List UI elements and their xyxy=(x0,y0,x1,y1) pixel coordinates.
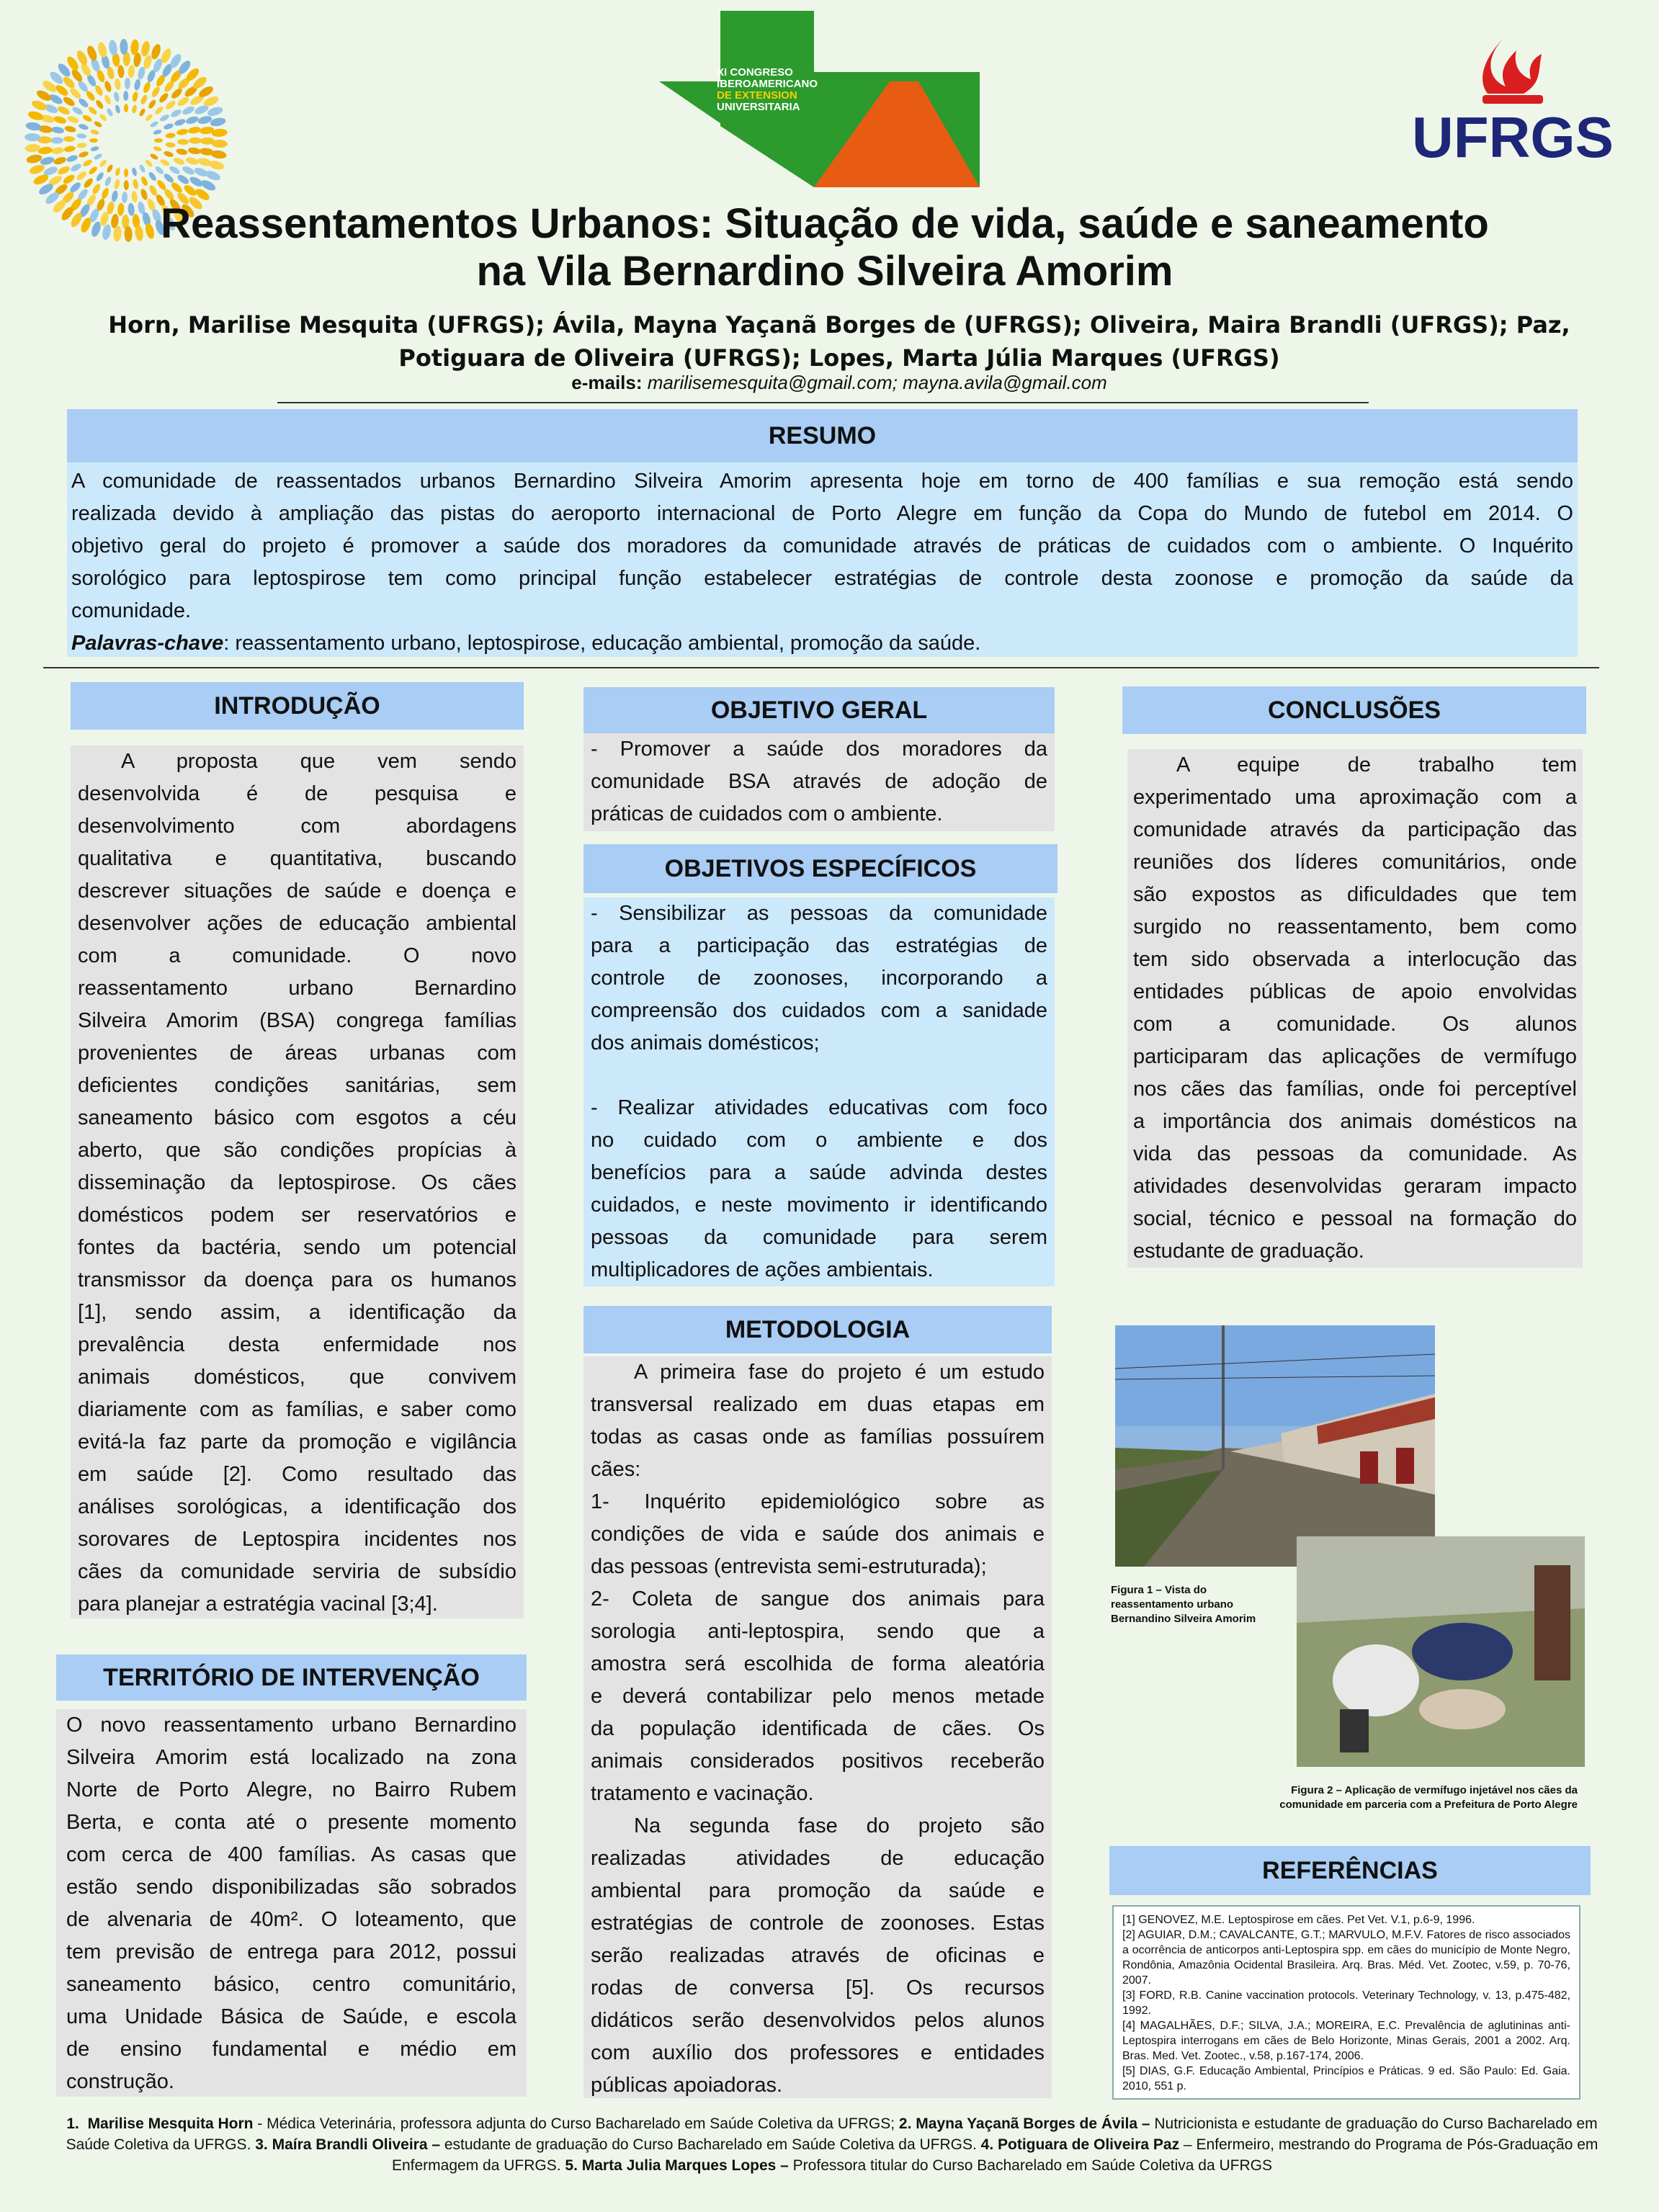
resumo-divider xyxy=(43,667,1599,668)
territorio-line: tem previsão de entrega para 2012, possui xyxy=(66,1940,517,1964)
conclusoes-line: com a comunidade. Os alunos xyxy=(1133,1013,1577,1036)
footer-name5: 5. Marta Julia Marques Lopes – xyxy=(565,2157,789,2174)
footer-name3: 3. Maíra Brandli Oliveira – xyxy=(255,2136,441,2153)
territorio-line: Silveira Amorim está localizado na zona xyxy=(66,1746,517,1769)
introducao-line: desenvolvida é de pesquisa e xyxy=(78,782,517,805)
sun-figure xyxy=(115,167,121,176)
ufrgs-logo xyxy=(1398,29,1628,166)
introducao-line: aberto, que são condições propícias à xyxy=(78,1139,517,1162)
figura1-caption-line3: Bernandino Silveira Amorim xyxy=(1111,1613,1256,1625)
metodologia-line: transversal realizado em duas etapas em xyxy=(591,1393,1045,1416)
sun-figure xyxy=(150,43,162,61)
sun-figure xyxy=(82,177,94,189)
sun-figure xyxy=(187,147,201,156)
sun-figure xyxy=(142,81,151,94)
resumo-line: A comunidade de reassentados urbanos Bernardino Silveira Amorim apresenta hoje em torno de 400 famílias e sua remoção está sendo xyxy=(71,470,1573,493)
sun-figure xyxy=(165,133,176,138)
metodologia-line: serão realizadas através de oficinas e xyxy=(591,1944,1045,1967)
introducao-body xyxy=(71,745,524,1618)
emails-value: marilisemesquita@gmail.com; mayna.avila@gmail.com xyxy=(647,372,1107,393)
congress-logo-line3: DE EXTENSION xyxy=(717,89,797,102)
footer-notes xyxy=(43,2113,1621,2176)
conclusoes-line: são expostos as dificuldades que tem xyxy=(1133,883,1577,906)
introducao-line: para planejar a estratégia vacinal [3;4]. xyxy=(78,1593,438,1616)
sun-figure xyxy=(104,80,113,93)
referencias-heading: REFERÊNCIAS xyxy=(1109,1846,1591,1895)
sun-figure xyxy=(53,156,67,166)
conclusoes-line: surgido no reassentamento, bem como xyxy=(1133,915,1577,939)
sun-figure xyxy=(99,158,108,168)
introducao-line: diariamente com as famílias, e saber como xyxy=(78,1398,517,1421)
sun-figure xyxy=(103,94,112,106)
sun-figure xyxy=(51,146,65,155)
objetivos-especificos-line: para a participação das estratégias de xyxy=(591,934,1047,957)
sun-figure xyxy=(170,181,184,194)
sun-figure xyxy=(140,94,148,105)
conclusoes-line: reuniões dos líderes comunitários, onde xyxy=(1133,851,1577,874)
introducao-line: com a comunidade. O novo xyxy=(78,944,517,967)
ufrgs-logo-text: UFRGS xyxy=(1412,105,1614,166)
sun-figure xyxy=(51,126,65,135)
sun-figure xyxy=(177,139,189,145)
sun-figure xyxy=(124,104,128,112)
sun-figure xyxy=(78,151,89,158)
metodologia-line: da população identificada de cães. Os xyxy=(591,1717,1045,1740)
sun-figure xyxy=(163,122,174,130)
sun-figure xyxy=(132,179,139,189)
flame-icon xyxy=(1483,36,1542,94)
territorio-line: com cerca de 400 famílias. As casas que xyxy=(66,1843,517,1866)
sun-figure xyxy=(100,187,109,200)
conclusoes-line: social, técnico e pessoal na formação do xyxy=(1133,1207,1577,1230)
objetivos-especificos-line: - Sensibilizar as pessoas da comunidade xyxy=(591,902,1047,925)
authors-line-2: Potiguara de Oliveira (UFRGS); Lopes, Marta Júlia Marques (UFRGS) xyxy=(398,344,1280,372)
objetivos-especificos-line: cuidados, e neste movimento ir identificando xyxy=(591,1194,1047,1217)
metodologia-line: rodas de conversa [5]. Os recursos xyxy=(591,1976,1045,2000)
objetivo-geral-line: comunidade BSA através de adoção de xyxy=(591,770,1047,793)
sun-figure xyxy=(30,99,48,112)
footer-name4: 4. Potiguara de Oliveira Paz xyxy=(980,2136,1180,2153)
authors-line-1: Horn, Marilise Mesquita (UFRGS); Ávila, Mayna Yaçanã Borges de (UFRGS); Oliveira, Maira Brandli (UFRGS); Paz, xyxy=(108,311,1570,339)
territorio-line: estão sendo disponibilizadas são sobrados xyxy=(66,1876,517,1899)
sun-figure xyxy=(189,138,202,144)
sun-figure xyxy=(99,113,108,122)
sun-figure xyxy=(104,176,112,187)
objetivos-especificos-line: benefícios para a saúde advinda destes xyxy=(591,1161,1047,1184)
sun-figure xyxy=(76,143,87,148)
resumo-line: comunidade. xyxy=(71,599,192,622)
sun-figure xyxy=(81,114,93,123)
metodologia-heading: METODOLOGIA xyxy=(583,1306,1052,1353)
resumo-line: sorológico para leptospirose tem como principal função estabelecer estratégias de controle desta zoonose e promoção da saúde da xyxy=(71,567,1573,590)
sun-figure xyxy=(93,120,102,128)
territorio-line: saneamento básico, centro comunitário, xyxy=(66,1973,517,1996)
sun-figure xyxy=(176,128,189,135)
introducao-line: descrever situações de saúde e doença e xyxy=(78,879,517,903)
reference-item: [2] AGUIAR, D.M.; CAVALCANTE, G.T.; MARVULO, M.F.V. Fatores de risco associados a ocorrência de anticorpos anti-Leptospira spp. em cães do município de Monte Negro, Rondônia, Amazônia Ocidental Brasileira. Arq. Bras. Méd. Vet. Zootec, v.59, p. 70-76, 2007. xyxy=(1122,1929,1570,1987)
sun-figure xyxy=(125,78,130,89)
objetivos-especificos-line: controle de zoonoses, incorporando a xyxy=(591,967,1047,990)
metodologia-line: 2- Coleta de sangue dos animais para xyxy=(591,1588,1045,1611)
sun-figure xyxy=(181,104,195,116)
territorio-line: uma Unidade Básica de Saúde, e escola xyxy=(66,2005,517,2028)
sun-figure xyxy=(124,180,129,190)
sun-figure xyxy=(90,220,102,238)
sun-figure xyxy=(70,162,83,173)
sun-figure xyxy=(106,164,114,173)
introducao-line: cães da comunidade serviria de subsídio xyxy=(78,1560,517,1583)
sun-figure xyxy=(185,156,200,166)
sun-figure xyxy=(128,65,135,79)
sun-figure xyxy=(82,158,94,168)
territorio-line: Berta, e conta até o presente momento xyxy=(66,1811,517,1834)
sun-figure xyxy=(89,138,98,143)
territorio-line: de alvenaria de 40m². O loteamento, que xyxy=(66,1908,517,1931)
footer-n1: 1. xyxy=(66,2115,79,2132)
conclusoes-line: A equipe de trabalho tem xyxy=(1176,753,1577,776)
keywords-text: : reassentamento urbano, leptospirose, educação ambiental, promoção da saúde. xyxy=(223,632,981,655)
metodologia-line: públicas apoiadoras. xyxy=(591,2074,783,2097)
sun-figure xyxy=(181,165,195,176)
metodologia-line: A primeira fase do projeto é um estudo xyxy=(634,1361,1045,1384)
sun-figure xyxy=(68,86,82,100)
sun-figure xyxy=(164,99,177,111)
reference-item: [1] GENOVEZ, M.E. Leptospirose em cães. Pet Vet. V.1, p.6-9, 1996. xyxy=(1122,1914,1475,1926)
objetivos-especificos-line xyxy=(591,1060,1047,1092)
sun-figure xyxy=(163,150,174,158)
sun-figure xyxy=(117,65,125,79)
sun-figure xyxy=(75,170,88,182)
objetivos-especificos-body xyxy=(583,897,1055,1286)
sun-figure xyxy=(115,104,121,114)
figura2-caption-line1: Figura 2 – Aplicação de vermífugo injetável nos cães da xyxy=(1291,1784,1578,1796)
conclusoes-line: participaram das aplicações de vermífugo xyxy=(1133,1045,1577,1068)
page-title xyxy=(130,200,1520,295)
figura2-caption xyxy=(1253,1783,1578,1812)
conclusoes-line: tem sido observada a interlocução das xyxy=(1133,948,1577,971)
title-line-1: Reassentamentos Urbanos: Situação de vida, saúde e saneamento xyxy=(161,200,1489,247)
sun-figure xyxy=(91,182,102,195)
sun-figure xyxy=(77,97,89,109)
territorio-line: Norte de Porto Alegre, no Bairro Rubem xyxy=(66,1778,517,1801)
metodologia-line: estratégias de controle de zoonoses. Estas xyxy=(591,1912,1045,1935)
objetivos-especificos-line: no cuidado com o ambiente e dos xyxy=(591,1129,1047,1152)
introducao-line: domésticos podem ser reservatórios e xyxy=(78,1204,517,1227)
sun-figure xyxy=(168,165,181,176)
resumo-body xyxy=(67,462,1578,657)
introducao-line: deficientes condições sanitárias, sem xyxy=(78,1074,517,1097)
territorio-line: construção. xyxy=(66,2070,174,2093)
introducao-line: qualitativa e quantitativa, buscando xyxy=(78,847,517,870)
introducao-line: saneamento básico com esgotos a céu xyxy=(78,1106,517,1129)
sun-figure xyxy=(62,173,76,186)
metodologia-line: condições de vida e saúde dos animais e xyxy=(591,1523,1045,1546)
sun-figure xyxy=(50,137,63,143)
sun-figure xyxy=(64,125,76,133)
objetivos-especificos-heading: OBJETIVOS ESPECÍFICOS xyxy=(583,844,1057,893)
sun-figure xyxy=(153,129,162,135)
sun-figure xyxy=(62,95,76,108)
authors xyxy=(72,308,1606,375)
sun-figure xyxy=(123,91,128,101)
objetivo-geral-heading: OBJETIVO GERAL xyxy=(583,687,1055,733)
introducao-line: provenientes de áreas urbanas com xyxy=(78,1042,517,1065)
congress-logo-line2: IBEROAMERICANO xyxy=(717,78,818,90)
sun-figure xyxy=(114,179,121,189)
sun-figure xyxy=(138,164,146,173)
sun-figure xyxy=(78,123,89,131)
objetivo-geral-body xyxy=(583,733,1055,831)
territorio-line: de ensino fundamental e médio em xyxy=(66,2038,517,2061)
sun-figure xyxy=(71,105,84,116)
sun-figure xyxy=(28,164,45,176)
sun-figure xyxy=(159,158,171,167)
metodologia-line: cães: xyxy=(591,1458,641,1481)
sun-figure xyxy=(158,91,170,104)
sun-figure xyxy=(122,192,128,203)
figura2-caption-line2: comunidade em parceria com a Prefeitura de Porto Alegre xyxy=(1279,1799,1578,1811)
sun-figure xyxy=(144,113,153,122)
sun-figure xyxy=(207,159,225,171)
title-divider xyxy=(277,402,1369,403)
metodologia-line: e deverá contabilizar pelo menos metade xyxy=(591,1685,1045,1708)
sun-figure xyxy=(93,153,102,161)
conclusoes-line: entidades públicas de apoio envolvidas xyxy=(1133,980,1577,1003)
sun-figure xyxy=(94,99,104,109)
sun-figure xyxy=(148,171,158,182)
sun-figure xyxy=(90,129,99,135)
introducao-line: Silveira Amorim (BSA) congrega famílias xyxy=(78,1009,517,1032)
metodologia-line: com auxílio dos professores e entidades xyxy=(591,2041,1045,2064)
introducao-line: desenvolvimento com abordagens xyxy=(78,815,517,838)
sun-figure xyxy=(153,145,162,152)
sun-figure xyxy=(149,120,158,128)
metodologia-line: animais considerados positivos receberão xyxy=(591,1750,1045,1773)
footer-desc4: – Enfermeiro, mestrando do Programa de Pós-Graduação em Enfermagem da UFRGS. xyxy=(391,2136,1598,2174)
footer-desc2: Nutricionista e estudante de graduação do Curso Bacharelado em Saúde Coletiva da UFRGS. xyxy=(66,2115,1598,2153)
resumo-heading: RESUMO xyxy=(67,409,1578,462)
sun-figure xyxy=(154,165,165,176)
conclusoes-line: experimentado uma aproximação com a xyxy=(1133,786,1577,809)
sun-figure xyxy=(111,190,119,202)
sun-figure xyxy=(204,169,222,182)
objetivos-especificos-line: multiplicadores de ações ambientais. xyxy=(591,1258,934,1281)
congress-logo-line4: UNIVERSITARIA xyxy=(717,101,800,113)
sun-figure xyxy=(144,158,153,168)
congress-logo-line1: XI CONGRESO xyxy=(717,66,793,79)
conclusoes-body xyxy=(1127,749,1583,1268)
introducao-line: análises sorológicas, a identificação dos xyxy=(78,1495,517,1518)
territorio-body xyxy=(56,1709,527,2097)
objetivos-especificos-line: dos animais domésticos; xyxy=(591,1031,820,1054)
introducao-line: em saúde [2]. Como resultado das xyxy=(78,1463,517,1486)
conclusoes-line: a importância dos animais domésticos na xyxy=(1133,1110,1577,1133)
introducao-line: sorovares de Leptospira incidentes nos xyxy=(78,1528,517,1551)
sun-figure xyxy=(163,172,175,184)
objetivos-especificos-line: compreensão dos cuidados com a sanidade xyxy=(591,999,1047,1022)
reference-item: [4] MAGALHÃES, D.F.; SILVA, J.A.; MOREIRA, E.C. Prevalência de aglutininas anti-Leptospira interrogans em cães de Belo Horizonte, Minas Gerais, 2001 a 2002. Arq. Bras. Med. Vet. Zootec., v.58, p.167-174, 2006. xyxy=(1122,2020,1570,2062)
sun-figure xyxy=(90,145,99,152)
metodologia-body xyxy=(583,1356,1052,2098)
sun-figure xyxy=(27,109,45,121)
referencias-body xyxy=(1112,1905,1580,2100)
sun-figure xyxy=(117,202,125,216)
sun-figure xyxy=(185,115,200,125)
metodologia-line: ambiental para promoção da saúde e xyxy=(591,1879,1045,1902)
figura1-caption xyxy=(1111,1583,1298,1626)
sun-figure xyxy=(140,176,148,187)
sun-figure xyxy=(153,105,164,116)
emails-label: e-mails: xyxy=(571,372,643,393)
introducao-heading: INTRODUÇÃO xyxy=(71,682,524,730)
sun-figure xyxy=(165,142,176,148)
footer-desc1: - Médica Veterinária, professora adjunta do Curso Bacharelado em Saúde Coletiva da UFRGS; xyxy=(253,2115,899,2132)
figura2-photo xyxy=(1297,1536,1585,1767)
sun-figure xyxy=(133,79,141,91)
sun-figure xyxy=(56,104,71,116)
footer-name2: 2. Mayna Yaçanã Borges de Ávila – xyxy=(898,2115,1150,2132)
reference-item: [5] DIAS, G.F. Educação Ambiental, Princípios e Práticas. 9 ed. São Paulo: Ed. Gaia. 2010, 551 p. xyxy=(1122,2065,1570,2092)
footer-desc5: Professora titular do Curso Bacharelado em Saúde Coletiva da UFRGS xyxy=(788,2157,1273,2174)
sun-figure xyxy=(26,153,43,164)
metodologia-line: didáticos serão desenvolvidos pelos alunos xyxy=(591,2009,1045,2032)
metodologia-line: das pessoas (entrevista semi-estruturada); xyxy=(591,1555,987,1578)
sun-figure xyxy=(147,99,157,109)
introducao-line: animais domésticos, que convivem xyxy=(78,1366,517,1389)
sun-figure xyxy=(131,104,138,114)
introducao-line: fontes da bactéria, sendo um potencial xyxy=(78,1236,517,1259)
sun-figure xyxy=(132,91,139,102)
sun-figure xyxy=(114,78,121,90)
metodologia-line: 1- Inquérito epidemiológico sobre as xyxy=(591,1490,1045,1513)
sun-figure xyxy=(176,173,190,186)
footer-desc3: estudante de graduação do Curso Bacharelado em Saúde Coletiva da UFRGS. xyxy=(440,2136,981,2153)
territorio-line: O novo reassentamento urbano Bernardino xyxy=(66,1714,517,1737)
sun-figure xyxy=(88,165,99,176)
sun-figure xyxy=(174,118,187,127)
sun-figure xyxy=(86,45,99,62)
sun-figure xyxy=(101,223,112,241)
introducao-line: [1], sendo assim, a identificação da xyxy=(78,1301,517,1324)
introducao-line: transmissor da doença para os humanos xyxy=(78,1268,517,1291)
sun-figure xyxy=(124,169,128,177)
introducao-line: evitá-la faz parte da promoção e vigilância xyxy=(78,1430,517,1454)
sun-figure xyxy=(95,171,105,182)
sun-figure xyxy=(206,105,223,117)
sun-figure xyxy=(131,167,138,176)
metodologia-line: realizadas atividades de educação xyxy=(591,1847,1045,1870)
title-line-2: na Vila Bernardino Silveira Amorim xyxy=(476,248,1173,295)
sun-figure xyxy=(187,126,201,135)
introducao-line: disseminação da leptospirose. Os cães xyxy=(78,1171,517,1194)
metodologia-line: todas as casas onde as famílias possuírem xyxy=(591,1425,1045,1448)
resumo-line: realizada devido à ampliação das pistas do aeroporto internacional de Porto Alegre em função da Copa do Mundo de futebol em 2014. O xyxy=(71,502,1573,525)
sun-figure xyxy=(176,148,188,156)
resumo-line: objetivo geral do projeto é promover a saúde dos moradores da comunidade através de práticas de cuidados com o ambiente. O Inquérito xyxy=(71,534,1573,558)
sun-figure xyxy=(154,138,163,143)
sun-figure xyxy=(140,40,151,58)
congress-logo xyxy=(659,11,980,191)
sun-figure xyxy=(159,113,171,122)
sun-figure xyxy=(169,108,182,119)
figura1-caption-line2: reassentamento urbano xyxy=(1111,1598,1234,1611)
sun-figure xyxy=(106,107,114,117)
introducao-line: reassentamento urbano Bernardino xyxy=(78,977,517,1000)
metodologia-line: amostra será escolhida de forma aleatória xyxy=(591,1652,1045,1675)
conclusoes-line: vida das pessoas da comunidade. As xyxy=(1133,1142,1577,1165)
sun-figure xyxy=(176,95,190,108)
emails xyxy=(72,372,1606,394)
sun-figure xyxy=(63,136,75,142)
sun-figure xyxy=(87,105,98,116)
introducao-line: desenvolver ações de educação ambiental xyxy=(78,912,517,935)
sun-figure xyxy=(151,86,161,99)
reference-item: [3] FORD, R.B. Canine vaccination protocols. Veterinary Technology, v. 13, p.475-482, 1992. xyxy=(1122,1989,1570,2017)
metodologia-line: tratamento e vacinação. xyxy=(591,1782,814,1805)
sun-figure xyxy=(56,165,71,176)
conclusoes-line: comunidade através da participação das xyxy=(1133,818,1577,841)
territorio-heading: TERRITÓRIO DE INTERVENÇÃO xyxy=(56,1654,527,1701)
objetivos-especificos-line: pessoas da comunidade para serem xyxy=(591,1226,1047,1249)
objetivos-especificos-line: - Realizar atividades educativas com foco xyxy=(591,1096,1047,1119)
footer-name1: Marilise Mesquita Horn xyxy=(87,2115,254,2132)
sun-figure xyxy=(140,188,149,201)
metodologia-line: Na segunda fase do projeto são xyxy=(634,1814,1045,1837)
sun-figure xyxy=(94,84,104,97)
conclusoes-heading: CONCLUSÕES xyxy=(1122,686,1586,734)
sun-figure xyxy=(138,107,146,117)
keywords-label: Palavras-chave xyxy=(71,632,224,655)
conclusoes-line: atividades desenvolvidas geraram impacto xyxy=(1133,1175,1577,1198)
sun-figure xyxy=(53,115,67,125)
conclusoes-line: estudante de graduação. xyxy=(1133,1240,1364,1263)
sun-figure xyxy=(113,91,120,102)
introducao-line: A proposta que vem sendo xyxy=(121,750,517,773)
sun-figure xyxy=(76,133,87,139)
sun-figure xyxy=(66,154,79,164)
sun-figure xyxy=(149,153,158,161)
sun-figure xyxy=(67,115,80,124)
sun-figure xyxy=(148,184,158,197)
metodologia-line: sorologia anti-leptospira, sendo que a xyxy=(591,1620,1045,1643)
conclusoes-line: nos cães das famílias, onde foi perceptível xyxy=(1133,1078,1577,1101)
figura1-photo xyxy=(1115,1325,1435,1567)
sun-figure xyxy=(173,156,186,166)
sun-figure xyxy=(210,117,227,127)
objetivo-geral-line: práticas de cuidados com o ambiente. xyxy=(591,802,943,825)
objetivo-geral-line: - Promover a saúde dos moradores da xyxy=(591,738,1047,761)
keywords xyxy=(71,627,1573,660)
figura1-caption-line1: Figura 1 – Vista do xyxy=(1111,1584,1207,1596)
sun-figure xyxy=(63,145,76,153)
introducao-line: prevalência desta enfermidade nos xyxy=(78,1333,517,1356)
